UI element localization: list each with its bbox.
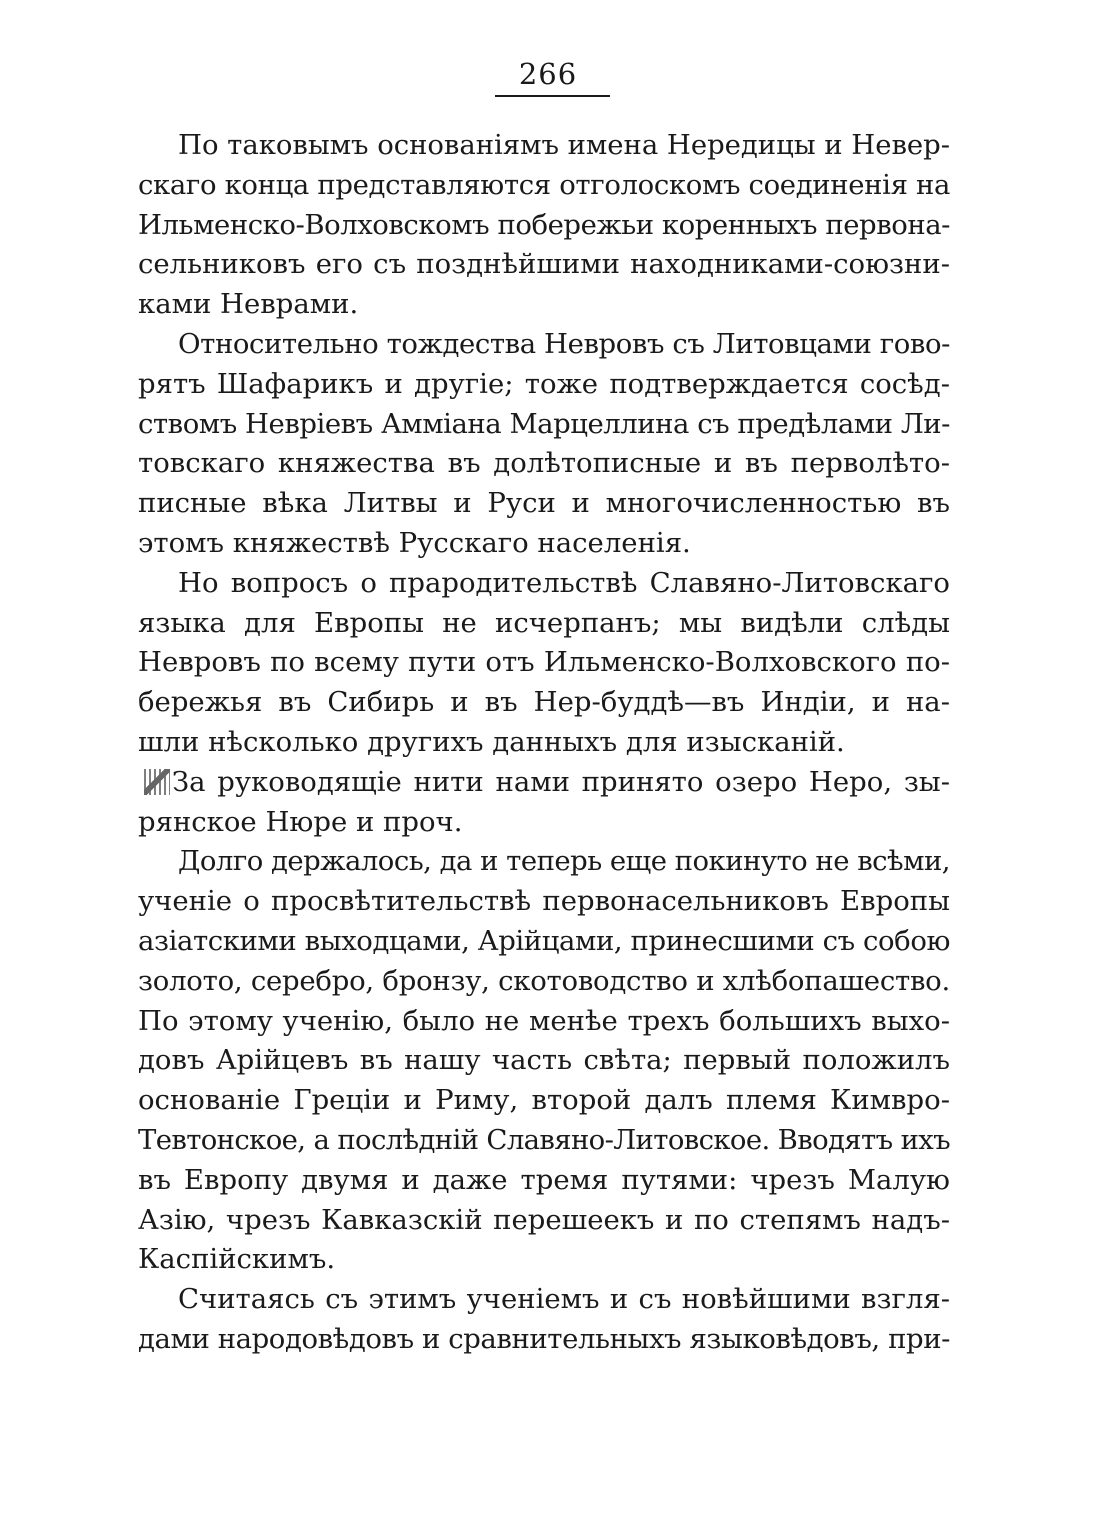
text-line: довъ Арійцевъ въ нашу часть свѣта; первый положилъ bbox=[138, 1044, 950, 1077]
ink-blot-icon bbox=[144, 769, 170, 795]
text-line: сельниковъ его съ позднѣйшими находниками-союзни- bbox=[138, 248, 950, 281]
paragraph bbox=[138, 126, 950, 325]
text-line: шли нѣсколько другихъ данныхъ для изысканій. bbox=[138, 725, 845, 758]
text-line: Относительно тождества Невровъ съ Литовцами гово- bbox=[178, 327, 950, 360]
text-line: По этому ученію, было не менѣе трехъ большихъ выхо- bbox=[138, 1004, 950, 1037]
text-line: По таковымъ основаніямъ имена Нередицы и Невер- bbox=[178, 129, 950, 161]
text-line-content: За руководящіе нити нами принято озеро Неро, зы- bbox=[172, 765, 950, 798]
text-line: рятъ Шафарикъ и другіе; тоже подтверждается сосѣд- bbox=[138, 367, 950, 400]
paragraph bbox=[138, 325, 950, 564]
paragraph bbox=[138, 763, 950, 843]
text-line: языка для Европы не исчерпанъ; мы видѣли слѣды bbox=[138, 606, 950, 639]
paragraph bbox=[138, 842, 950, 1280]
text-line: скаго конца представляются отголоскомъ соединенія на bbox=[138, 168, 950, 201]
text-line: Долго держалось, да и теперь еще покинуто не всѣми, bbox=[178, 845, 950, 878]
text-line: ками Неврами. bbox=[138, 288, 359, 321]
paragraph bbox=[138, 1280, 950, 1360]
text-line: въ Европу двумя и даже тремя путями: чрезъ Малую bbox=[138, 1163, 950, 1196]
text-line: писные вѣка Литвы и Руси и многочисленностью въ bbox=[138, 487, 950, 520]
text-line: Тевтонское, а послѣдній Славяно-Литовское. Вводятъ ихъ bbox=[138, 1123, 950, 1156]
text-line: товскаго княжества въ долѣтописные и въ перволѣто- bbox=[138, 447, 950, 480]
text-line: Считаясь съ этимъ ученіемъ и съ новѣйшими взгля- bbox=[178, 1283, 950, 1316]
text-line bbox=[138, 763, 950, 803]
paragraph bbox=[138, 564, 950, 763]
main-text bbox=[138, 126, 950, 1360]
text-line: ученіе о просвѣтительствѣ первонасельниковъ Европы bbox=[138, 885, 950, 918]
text-line: Каспійскимъ. bbox=[138, 1243, 336, 1276]
text-line: ствомъ Невріевъ Амміана Марцеллина съ предѣлами Ли- bbox=[138, 407, 950, 440]
page-number-rule bbox=[495, 95, 610, 97]
text-line: Но вопросъ о прародительствѣ Славяно-Литовскаго bbox=[178, 566, 950, 599]
text-line: Ильменско-Волховскомъ побережьи коренныхъ первона- bbox=[138, 208, 950, 241]
page-number: 266 bbox=[518, 57, 578, 91]
text-line: Азію, чрезъ Кавказскій перешеекъ и по степямъ надъ- bbox=[138, 1203, 950, 1236]
text-line: рянское Нюре и проч. bbox=[138, 805, 463, 838]
text-line: азіатскими выходцами, Арійцами, принесшими съ собою bbox=[138, 924, 950, 957]
text-line: золото, серебро, бронзу, скотоводство и хлѣбопашество. bbox=[138, 964, 950, 997]
text-line: дами народовѣдовъ и сравнительныхъ языковѣдовъ, при- bbox=[138, 1322, 950, 1355]
text-line: бережья въ Сибирь и въ Нер-буддѣ—въ Индіи, и на- bbox=[138, 686, 950, 719]
text-line: Невровъ по всему пути отъ Ильменско-Волховского по- bbox=[138, 646, 950, 679]
text-line: основаніе Греціи и Риму, второй далъ племя Кимвро- bbox=[138, 1084, 950, 1117]
text-line: этомъ княжествѣ Русскаго населенія. bbox=[138, 526, 691, 559]
